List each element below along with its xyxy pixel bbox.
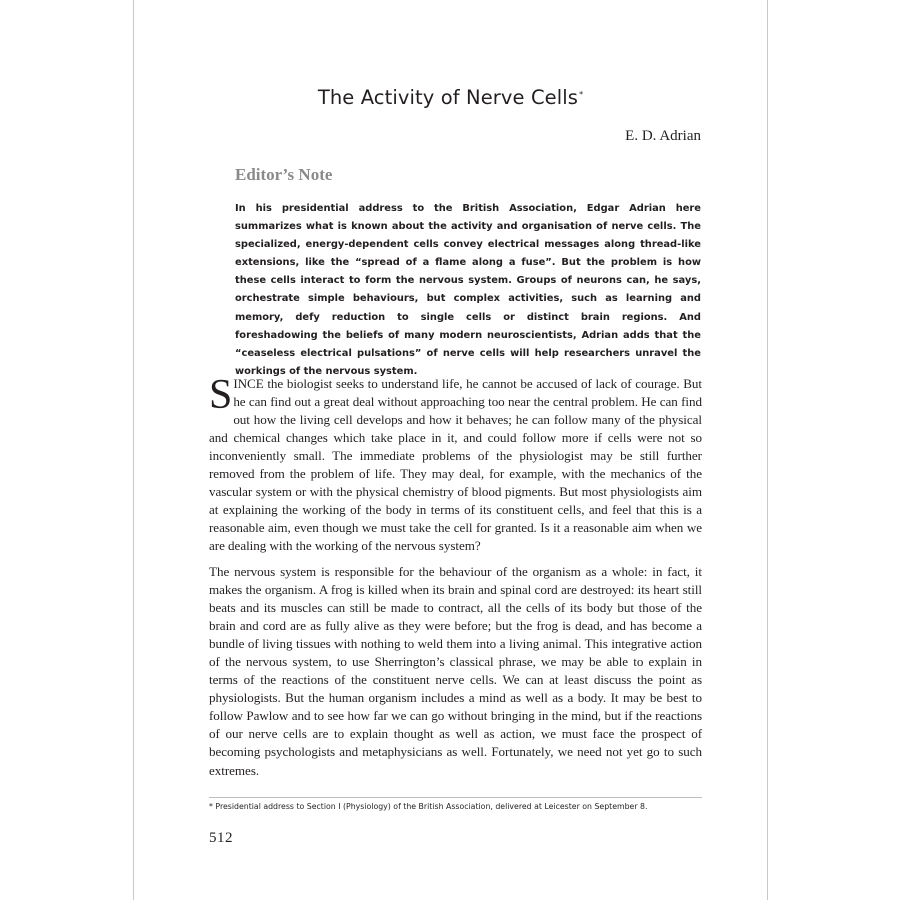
editors-note-text: In his presidential address to the British Association, Edgar Adrian here summarizes what is known about the activity and organisation of nerve cells. The specialized, energy-dependent cells convey electrical messages along thread-like extensions, like the “spread of a flame along a fuse”. But the problem is how these cells interact to form the nervous system. Groups of neurons can, he says, orchestrate simple behaviours, but complex activities, such as learning and memory, defy reduction to single cells or distinct brain regions. And foreshadowing the beliefs of many modern neuroscientists, Adrian adds that the “ceaseless electrical pulsations” of nerve cells will help researchers unravel the workings of the nervous system. (235, 203, 701, 377)
body-paragraph-1 (209, 372, 702, 555)
page-number: 512 (209, 830, 233, 846)
drop-cap: S (209, 372, 233, 418)
article-author: E. D. Adrian (625, 128, 701, 144)
article-title-text: The Activity of Nerve Cells (317, 86, 579, 109)
article-title (134, 86, 767, 109)
paragraph-1-text: the biologist seeks to understand life, he cannot be accused of lack of courage. But he can find out a great deal without approaching too near the central problem. He can find out how the living cell develops and how it behaves; he can follow many of the physical and chemical changes which take place in it, and could follow more if cells were not so inconveniently small. The immediate problems of the physiologist may be still further removed from the problem of life. They may deal, for example, with the mechanics of the vascular system or with the physical chemistry of blood pigments. But most physiologists aim at explaining the working of the body in terms of its constituent cells, and feel that this is a reasonable aim, even though we must take the cell for granted. Is it a reasonable aim when we are dealing with the working of the nervous system? (209, 376, 702, 554)
editors-note-heading: Editor’s Note (235, 165, 333, 184)
body-paragraph-2: The nervous system is responsible for the behaviour of the organism as a whole: in fact, it makes the organism. A frog is killed when its brain and spinal cord are destroyed: its heart still beats and its muscles can still be made to contract, all the cells of its body but those of the brain and cord are as fully alive as they were before; but the frog is dead, and has become a bundle of living tissues with nothing to weld them into a living animal. This integrative action of the nervous system, to use Sherrington’s classical phrase, we may be able to explain in terms of the reactions of the constituent nerve cells. We can at least discuss the point as physiologists. But the human organism includes a mind as well as a body. It may be best to follow Pawlow and to see how far we can go without bringing in the mind, but if the reactions of our nerve cells are to explain thought as well as action, we must face the prospect of becoming psychologists and metaphysicians as well. Fortunately, we need not yet go to such extremes. (209, 564, 702, 778)
document-page (133, 0, 768, 900)
opening-small-caps: INCE (233, 376, 264, 391)
footnote-text: * Presidential address to Section I (Physiology) of the British Association, delivered at Leicester on September 8. (209, 802, 648, 811)
title-footnote-marker: * (579, 89, 584, 99)
footnote-divider (209, 797, 702, 798)
